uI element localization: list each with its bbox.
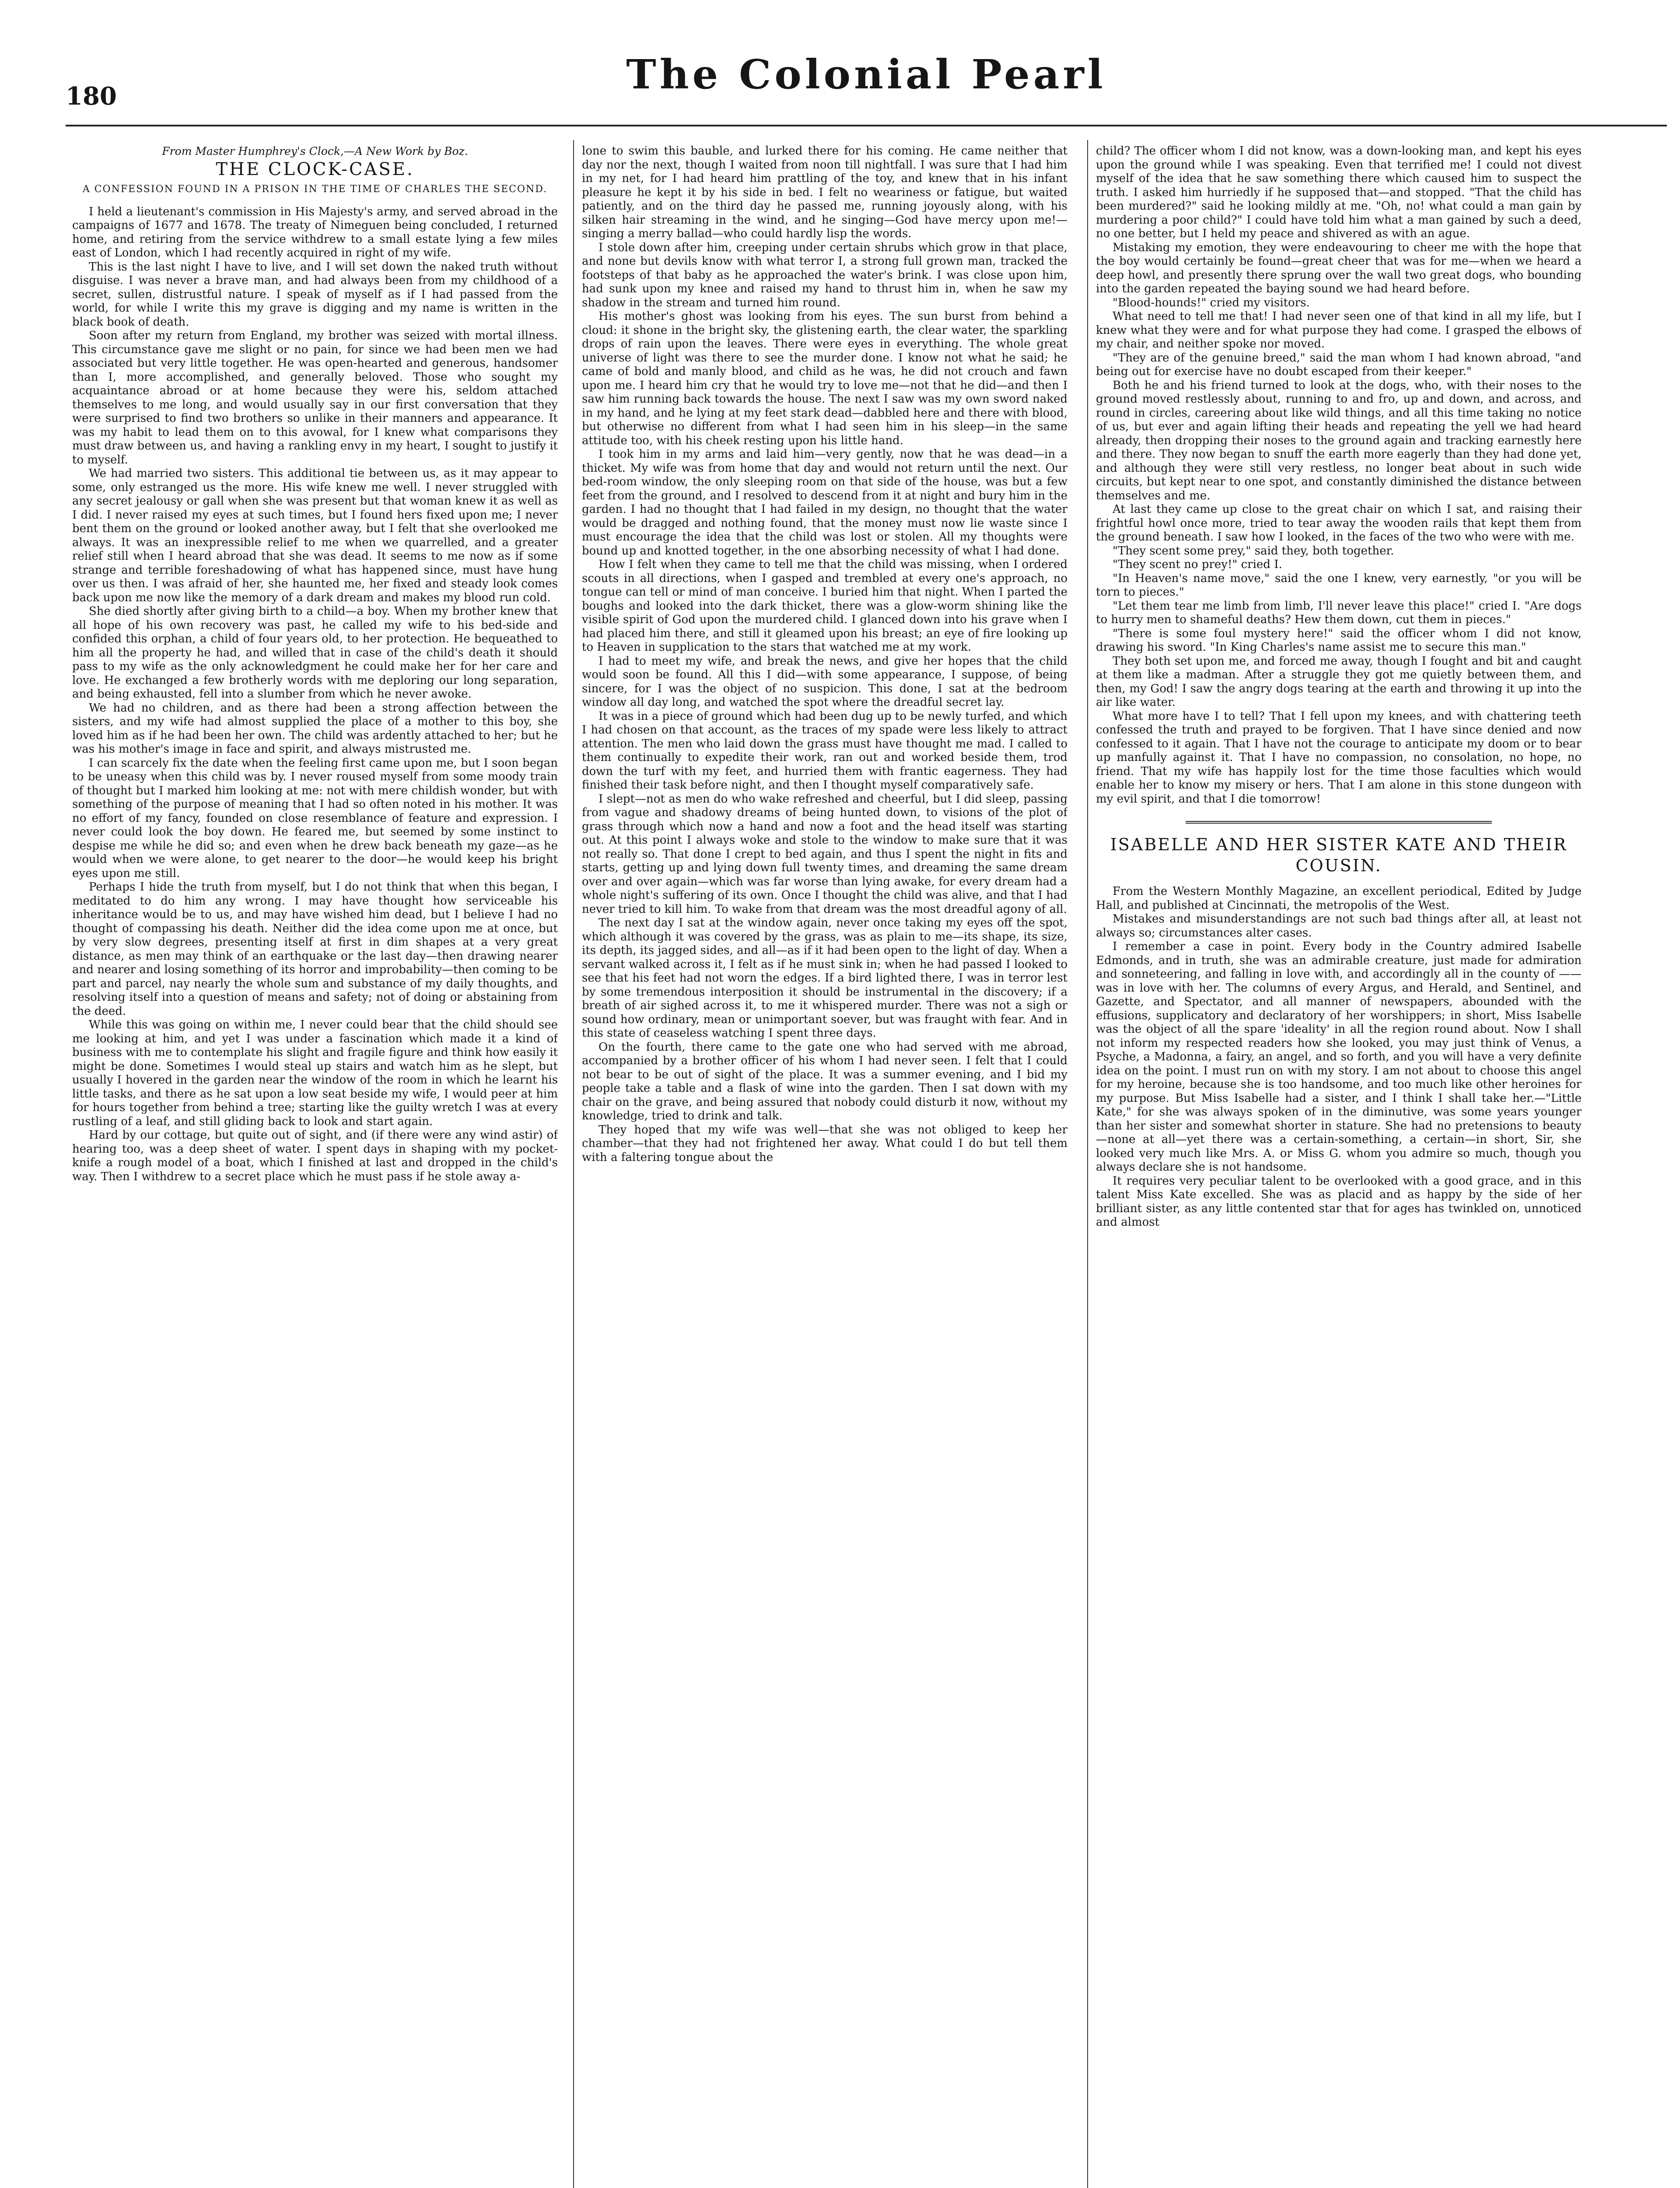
paragraph: Perhaps I hide the truth from myself, but I do not think that when this began, I meditated to do him any wrong. I may have thought how serviceable his inheritance would be to us, and may have wished him dead, but I believe I had no thought of compassing his death. Neither did the idea come upon me at once, but by very slow degrees, presenting itself at first in dim shapes at a very great distance, as men may think of an earthquake or the last day—then drawing nearer and nearer and losing something of its horror and improbability—then coming to be part and parcel, nay nearly the whole sum and substance of my daily thoughts, and resolving itself into a question of means and safety; not of doing or abstaining from the deed.	[72, 880, 558, 1018]
paragraph: Soon after my return from England, my brother was seized with mortal illness. This circumstance gave me slight or no pain, for since we had been men we had associated but very little together. He was open-hearted and generous, handsomer than I, more accomplished, and generally beloved. Those who sought my acquaintance abroad or at home because they were his, seldom attached themselves to me long, and would usually say in our first conversation that they were surprised to find two brothers so unlike in their manners and appearance. It was my habit to lead them on to this avowal, for I knew what comparisons they must draw between us, and having a rankling envy in my heart, I sought to justify it to myself.	[72, 329, 558, 466]
paragraph: It requires very peculiar talent to be overlooked with a good grace, and in this talent Miss Kate excelled. She was as placid and as happy by the side of her brilliant sister, as any little contented star that for ages has twinkled on, unnoticed and almost	[1096, 1174, 1582, 1229]
article-title: THE CLOCK-CASE.	[216, 159, 414, 179]
article-divider	[1186, 821, 1492, 824]
paragraph: His mother's ghost was looking from his eyes. The sun burst from behind a cloud: it shone in the bright sky, the glistening earth, the clear water, the sparkling drops of rain upon the leaves. There were eyes in everything. The whole great universe of light was there to see the murder done. I know not what he said; he came of bold and manly blood, and child as he was, he did not crouch and fawn upon me. I heard him cry that he would try to love me—not that he did—and then I saw him running back towards the house. The next I saw was my own sword naked in my hand, and he lying at my feet stark dead—dabbled here and there with blood, but otherwise no different from what I had seen him in his sleep—in the same attitude too, with his cheek resting upon his little hand.	[582, 310, 1068, 447]
paragraph: They both set upon me, and forced me away, though I fought and bit and caught at them like a madman. After a struggle they got me quietly between them, and then, my God! I saw the angry dogs tearing at the earth and throwing it up into the air like water.	[1096, 654, 1582, 709]
paragraph: We had no children, and as there had been a strong affection between the sisters, and my wife had almost supplied the place of a mother to this boy, she loved him as if he had been her own. The child was ardently attached to her; but he was his mother's image in face and spirit, and always mistrusted me.	[72, 701, 558, 756]
paragraph: The next day I sat at the window again, never once taking my eyes off the spot, which although it was covered by the grass, was as plain to me—its shape, its size, its depth, its jagged sides, and all—as if it had been open to the light of day. When a servant walked across it, I felt as if he must sink in; when he had passed I looked to see that his feet had not worn the edges. If a bird lighted there, I was in terror lest by some tremendous interposition it should be instrumental in the discovery; if a breath of air sighed across it, to me it whispered murder. There was not a sigh or sound how ordinary, mean or unimportant soever, but was fraught with fear. And in this state of ceaseless watching I spent three days.	[582, 916, 1068, 1040]
paragraph: I can scarcely fix the date when the feeling first came upon me, but I soon began to be uneasy when this child was by. I never roused myself from some moody train of thought but I marked him looking at me: not with mere childish wonder, but with something of the purpose of meaning that I had so often noted in his mother. It was no effort of my fancy, founded on close resemblance of feature and expression. I never could look the boy down. He feared me, but seemed by some instinct to despise me while he did so; and even when he drew back beneath my gaze—as he would when we were alone, to get nearer to the door—he would keep his bright eyes upon me still.	[72, 756, 558, 880]
column-divider	[573, 140, 574, 2188]
article-title: ISABELLE AND HER SISTER KATE AND THEIR COUSIN.	[1110, 835, 1568, 875]
column-1	[72, 144, 558, 2188]
column-3	[1096, 144, 1582, 2188]
masthead-title: The Colonial Pearl	[626, 51, 1106, 98]
paragraph: Both he and his friend turned to look at the dogs, who, with their noses to the ground moved restlessly about, running to and fro, up and down, and across, and round in circles, careering about like wild things, and all this time taking no notice of us, but ever and again lifting their heads and repeating the yell we had heard already, then dropping their noses to the ground again and tracking earnestly here and there. They now began to snuff the earth more eagerly than they had done yet, and although they were still very restless, no longer beat about in such wide circuits, but kept near to one spot, and constantly diminished the distance between themselves and me.	[1096, 379, 1582, 502]
paragraph: lone to swim this bauble, and lurked there for his coming. He came neither that day nor the next, though I waited from noon till nightfall. I was sure that I had him in my net, for I had heard him prattling of the toy, and knew that in his infant pleasure he kept it by his side in bed. I felt no weariness or fatigue, but waited patiently, and on the third day he passed me, running joyously along, with his silken hair streaming in the wind, and he singing—God have mercy upon me!—singing a merry ballad—who could hardly lisp the words.	[582, 144, 1068, 240]
paragraph: What more have I to tell? That I fell upon my knees, and with chattering teeth confessed the truth and prayed to be forgiven. That I have since denied and now confessed to it again. That I have not the courage to anticipate my doom or to bear up manfully against it. That I have no compassion, no consolation, no hope, no friend. That my wife has happily lost for the time those faculties which would enable her to know my misery or hers. That I am alone in this stone dungeon with my evil spirit, and that I die tomorrow!	[1096, 709, 1582, 806]
paragraph: "Blood-hounds!" cried my visitors.	[1113, 296, 1310, 309]
paragraph: This is the last night I have to live, and I will set down the naked truth without disguise. I was never a brave man, and had always been from my childhood of a secret, sullen, distrustful nature. I speak of myself as if I had passed from the world, for while I write this my grave is digging and my name is written in the black book of death.	[72, 260, 558, 329]
paragraph: "They scent no prey!" cried I.	[1113, 558, 1282, 571]
paragraph: I stole down after him, creeping under certain shrubs which grow in that place, and none but devils know with what terror I, a strong full grown man, tracked the footsteps of that baby as he approached the water's brink. I was close upon him, had sunk upon my knee and raised my hand to thrust him in, when he saw my shadow in the stream and turned him round.	[582, 241, 1068, 309]
paragraph: child? The officer whom I did not know, was a down-looking man, and kept his eyes upon the ground while I was speaking. Even that terrified me! I could not divest myself of the idea that he saw something there which caused him to suspect the truth. I asked him hurriedly if he supposed that—and stopped. "That the child has been murdered?" said he looking mildly at me. "Oh, no! what could a man gain by murdering a poor child?" I could have told him what a man gained by such a deed, no one better, but I held my peace and shivered as with an ague.	[1096, 144, 1582, 240]
paragraph: "There is some foul mystery here!" said the officer whom I did not know, drawing his sword. "In King Charles's name assist me to secure this man."	[1096, 627, 1582, 654]
paragraph: We had married two sisters. This additional tie between us, as it may appear to some, only estranged us the more. His wife knew me well. I never struggled with any secret jealousy or gall when she was present but that woman knew it as well as I did. I never raised my eyes at such times, but I found hers fixed upon me; I never bent them on the ground or looked another away, but I felt that she overlooked me always. It was an inexpressible relief to me when we quarrelled, and a greater relief still when I heard abroad that she was dead. It seems to me now as if some strange and terrible foreshadowing of what has happened since, must have hung over us then. I was afraid of her, she haunted me, her fixed and steady look comes back upon me now like the memory of a dark dream and makes my blood run cold.	[72, 467, 558, 604]
column-divider	[1087, 140, 1088, 2188]
column-2	[582, 144, 1068, 2188]
paragraph: "Let them tear me limb from limb, I'll never leave this place!" cried I. "Are dogs to hurry men to shameful deaths? Hew them down, cut them in pieces."	[1096, 599, 1582, 626]
paragraph: I remember a case in point. Every body in the Country admired Isabelle Edmonds, and in truth, she was an admirable creature, just made for admiration and sonneteering, and falling in love with, and accordingly all in the county of —— was in love with her. The columns of every Argus, and Herald, and Sentinel, and Gazette, and Spectator, and all manner of newspapers, abounded with the effusions, supplicatory and declaratory of her worshippers; in short, Miss Isabelle was the object of all the spare 'ideality' in all the region round about. Now I shall not inform my respected readers how she looked, you may just think of Venus, a Psyche, a Madonna, a fairy, an angel, and so forth, and you will have a very definite idea on the point. I must run on with my story. I am not about to choose this angel for my heroine, because she is too handsome, and too much like other heroines for my purpose. But Miss Isabelle had a sister, and I think I shall take her.—"Little Kate," for she was always spoken of in the diminutive, was some years younger than her sister and somewhat shorter in stature. She had no pretensions to beauty—none at all—yet there was a certain-something, a certain—in short, Sir, she looked very much like Mrs. A. or Miss G. whom you admire so much, though you always declare she is not handsome.	[1096, 940, 1582, 1174]
paragraph: I slept—not as men do who wake refreshed and cheerful, but I did sleep, passing from vague and shadowy dreams of being hunted down, to visions of the plot of grass through which now a hand and now a foot and the head itself was starting out. At this point I always woke and stole to the window to make sure that it was not really so. That done I crept to bed again, and thus I spent the night in fits and starts, getting up and lying down full twenty times, and dreaming the same dream over and over again—which was far worse than lying awake, for every dream had a whole night's suffering of its own. Once I thought the child was alive, and that I had never tried to kill him. To wake from that dream was the most dreadful agony of all.	[582, 792, 1068, 916]
header-rule	[66, 125, 1667, 126]
paragraph: Hard by our cottage, but quite out of sight, and (if there were any wind astir) of hearing too, was a deep sheet of water. I spent days in shaping with my pocket-knife a rough model of a boat, which I finished at last and dropped in the child's way. Then I withdrew to a secret place which he must pass if he stole away a-	[72, 1129, 558, 1183]
paragraph: I held a lieutenant's commission in His Majesty's army, and served abroad in the campaigns of 1677 and 1678. The treaty of Nimeguen being concluded, I returned home, and retiring from the service withdrew to a small estate lying a few miles east of London, which I had recently acquired in right of my wife.	[72, 205, 558, 259]
paragraph: On the fourth, there came to the gate one who had served with me abroad, accompanied by a brother officer of his whom I had never seen. I felt that I could not bear to be out of sight of the place. It was a summer evening, and I bid my people take a table and a flask of wine into the garden. Then I sat down with my chair on the grave, and being assured that nobody could disturb it now, without my knowledge, tried to drink and talk.	[582, 1040, 1068, 1122]
paragraph: At last they came up close to the great chair on which I sat, and raising their frightful howl once more, tried to tear away the wooden rails that kept them from the ground beneath. I saw how I looked, in the faces of the two who were with me.	[1096, 503, 1582, 543]
paragraph: Mistaking my emotion, they were endeavouring to cheer me with the hope that the boy would certainly be found—great cheer that was for me—when we heard a deep howl, and presently there sprung over the wall two great dogs, who bounding into the garden repeated the baying sound we had heard before.	[1096, 241, 1582, 295]
paragraph: I had to meet my wife, and break the news, and give her hopes that the child would soon be found. All this I did—with some appearance, I suppose, of being sincere, for I was the object of no suspicion. This done, I sat at the bedroom window all day long, and watched the spot where the dreadful secret lay.	[582, 654, 1068, 709]
paragraph: From the Western Monthly Magazine, an excellent periodical, Edited by Judge Hall, and published at Cincinnati, the metropolis of the West.	[1096, 885, 1582, 912]
paragraph: "They scent some prey," said they, both together.	[1113, 544, 1394, 558]
paragraph: I took him in my arms and laid him—very gently, now that he was dead—in a thicket. My wife was from home that day and would not return until the next. Our bed-room window, the only sleeping room on that side of the house, was but a few feet from the ground, and I resolved to descend from it at night and bury him in the garden. I had no thought that I had failed in my design, no thought that the water would be dragged and nothing found, that the money must now lie waste since I must encourage the idea that the child was lost or stolen. All my thoughts were bound up and knotted together, in the one absorbing necessity of what I had done.	[582, 448, 1068, 558]
article-subtitle: A CONFESSION FOUND IN A PRISON IN THE TIME OF CHARLES THE SECOND.	[82, 184, 548, 195]
paragraph: It was in a piece of ground which had been dug up to be newly turfed, and which I had chosen on that account, as the traces of my spade were less likely to attract attention. The men who laid down the grass must have thought me mad. I called to them continually to expedite their work, ran out and worked beside them, trod down the turf with my feet, and hurried them with frantic eagerness. They had finished their task before night, and then I thought myself comparatively safe.	[582, 709, 1068, 792]
page-header	[66, 50, 1667, 116]
paragraph: What need to tell me that! I had never seen one of that kind in all my life, but I knew what they were and for what purpose they had come. I grasped the elbows of my chair, and neither spoke nor moved.	[1096, 310, 1582, 351]
paragraph: They hoped that my wife was well—that she was not obliged to keep her chamber—that they had not frightened her away. What could I do but tell them with a faltering tongue about the	[582, 1123, 1068, 1164]
paragraph: "They are of the genuine breed," said the man whom I had known abroad, "and being out for exercise have no doubt escaped from their keeper."	[1096, 351, 1582, 378]
paragraph: "In Heaven's name move," said the one I knew, very earnestly, "or you will be torn to pieces."	[1096, 572, 1582, 599]
paragraph: How I felt when they came to tell me that the child was missing, when I ordered scouts in all directions, when I gasped and trembled at every one's approach, no tongue can tell or mind of man conceive. I buried him that night. When I parted the boughs and looked into the dark thicket, there was a glow-worm shining like the visible spirit of God upon the murdered child. I glanced down into his grave when I had placed him there, and still it gleamed upon his breast; an eye of fire looking up to Heaven in supplication to the stars that watched me at my work.	[582, 558, 1068, 654]
article-source: From Master Humphrey's Clock,—A New Work by Boz.	[162, 145, 468, 158]
paragraph: While this was going on within me, I never could bear that the child should see me looking at him, and yet I was under a fascination which made it a kind of business with me to contemplate his slight and fragile figure and think how easily it might be done. Sometimes I would steal up stairs and watch him as he slept, but usually I hovered in the garden near the window of the room in which he learnt his little tasks, and there as he sat upon a low seat beside my wife, I would peer at him for hours together from behind a tree; starting like the guilty wretch I was at every rustling of a leaf, and still gliding back to look and start again.	[72, 1018, 558, 1128]
page-number: 180	[66, 82, 117, 111]
paragraph: Mistakes and misunderstandings are not such bad things after all, at least not always so; circumstances alter cases.	[1096, 912, 1582, 940]
paragraph: She died shortly after giving birth to a child—a boy. When my brother knew that all hope of his own recovery was past, he called my wife to his bed-side and confided this orphan, a child of four years old, to her protection. He bequeathed to him all the property he had, and willed that in case of the child's death it should pass to my wife as the only acknowledgment he could make her for her care and love. He exchanged a few brotherly words with me deploring our long separation, and being exhausted, fell into a slumber from which he never awoke.	[72, 605, 558, 701]
